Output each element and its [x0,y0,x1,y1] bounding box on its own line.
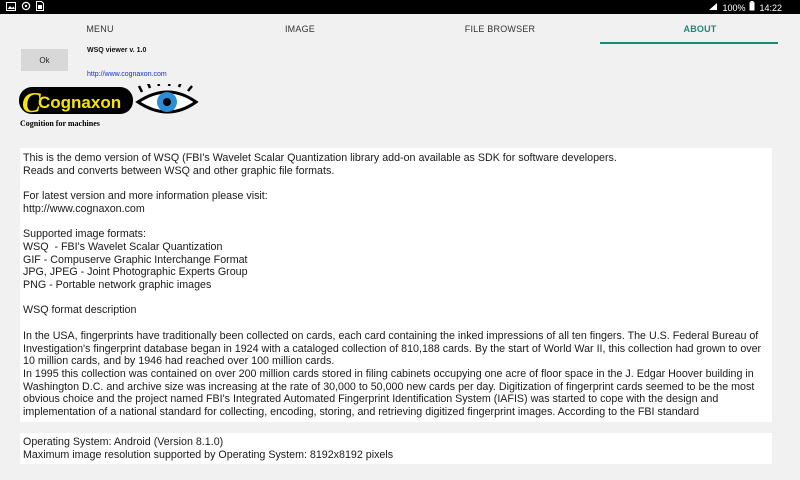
gallery-icon [6,2,16,14]
signal-icon [708,2,718,14]
tab-bar [0,14,800,44]
tab-menu[interactable]: MENU [86,24,114,34]
logo-tagline: Cognition for machines [20,119,100,128]
status-bar [0,0,800,14]
app-title: WSQ viewer v. 1.0 [87,47,147,54]
system-info-panel: Operating System: Android (Version 8.1.0) Maximum image resolution supported by Operating System: 8192x8192 pixels [20,433,772,464]
sync-icon [21,1,31,14]
tab-image[interactable]: IMAGE [284,24,315,34]
status-left-icons [6,1,44,14]
ok-button[interactable]: Ok [21,49,68,71]
website-link[interactable]: http://www.cognaxon.com [87,71,167,78]
clock: 14:22 [759,2,782,13]
battery-percent: 100% [722,2,746,13]
battery-icon [749,1,755,14]
sim-card-icon [36,1,44,14]
logo-text: Cognaxon [38,93,122,112]
tab-about[interactable]: ABOUT [600,14,800,44]
bottom-strip [0,472,800,480]
status-right [708,1,782,14]
logo-c-letter: C [22,88,41,119]
about-text-panel: This is the demo version of WSQ (FBI's Wavelet Scalar Quantization library add-on available as SDK for software developers. Reads and converts between WSQ and other graphic file formats. For latest version and more information please visit: http://www.cognaxon.com Supported image formats: WSQ - FBI's Wavelet Scalar Quantization GIF - Compuserve Graphic Interchange Format JPG, JPEG - Joint Photographic Experts Group PNG - Portable network graphic images WSQ format description In the USA, fingerprints have traditionally been collected on cards, each card containing the inked impressions of all ten fingers. The U.S. Federal Bureau of Investigation's fingerprint database began in 1924 with a cataloged collection of 810,188 cards. By the start of World War II, this collection had grown to over 10 million cards, and by 1946 had reached over 100 million cards. In 1995 this collection was contained on over 200 million cards stored in filing cabinets occupying one acre of floor space in the J. Edgar Hoover building in Washington D.C. and archive size was increasing at the rate of 30,000 to 50,000 new cards per day. Digitization of fingerprint cards seemed to be the most obvious choice and the project named FBI's Integrated Automated Fingerprint Identification System (IAFIS) was started to cope with the design and implementation of a national standard for collecting, encoding, storing, and retrieving digitized fingerprint images. According to the FBI standard [20,148,772,422]
tab-file-browser[interactable]: FILE BROWSER [464,24,536,34]
eye-icon [138,84,196,112]
